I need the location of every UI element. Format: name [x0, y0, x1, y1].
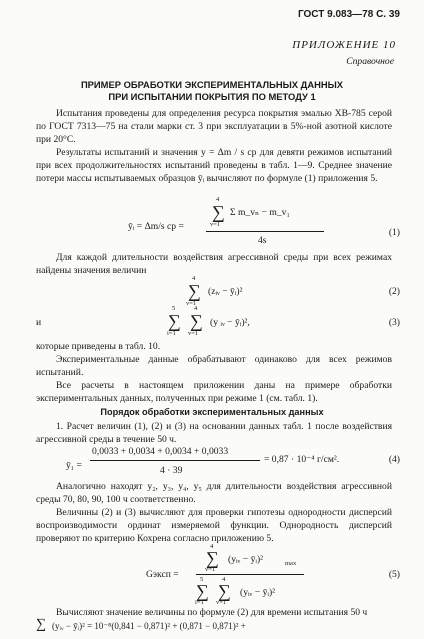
document-title-line2: ПРИ ИСПЫТАНИИ ПОКРЫТИЯ ПО МЕТОДУ 1 — [108, 91, 316, 102]
eq5-den-outer-sigma: ∑ — [196, 581, 209, 601]
eq1-number: (1) — [388, 227, 400, 238]
paragraph-cochran: Величины (2) и (3) вычисляют для проверки гипотезы однородности дисперсий воспроизводимости ординат измеряемой функции. Однородность дисперсий проверяют по критерию Кохрена согласно приложению 5. — [36, 507, 392, 545]
eq4-number: (4) — [388, 454, 400, 465]
paragraph-values: Для каждой длительности воздействия агрессивной среды при всех режимах найдены значения величин — [36, 252, 392, 277]
document-title-line1: ПРИМЕР ОБРАБОТКИ ЭКСПЕРИМЕНТАЛЬНЫХ ДАННЫХ — [80, 79, 344, 90]
eq5-den-inner-top: 4 — [222, 576, 226, 583]
eq5-numerator: (yᵢᵥ − ȳᵢ)² — [228, 554, 264, 565]
eq3-outer-bottom: i=1 — [167, 330, 176, 337]
eq5-den-inner-sigma: ∑ — [218, 581, 231, 601]
eq5-number: (5) — [388, 569, 400, 580]
eq4-rhs: = 0,87 · 10⁻⁴ г/см². — [264, 454, 340, 465]
running-header: ГОСТ 9.083—78 С. 39 — [297, 9, 400, 20]
eq1-sum-bottom: v=1 — [210, 221, 221, 228]
conjunction-and: и — [36, 317, 42, 328]
eq3-inner-top: 4 — [194, 305, 198, 312]
eq2-sigma: ∑ — [188, 281, 201, 301]
eq6-line1: (yᵢᵥ − ȳᵢ)² = 10⁻⁸(0,841 − 0,871)² + (0,871 − 0,871)² + — [52, 621, 246, 631]
eq2-sum-top: 4 — [192, 275, 196, 282]
eq5-den-outer-bottom: i=1 — [195, 599, 204, 606]
eq2-number: (2) — [388, 286, 400, 297]
paragraph-intro: Испытания проведены для определения ресурса покрытия эмалью ХВ-785 серой по ГОСТ 7313—75 на стали марки ст. 3 при эксплуатации в 5%-ной азотной кислоте при 20°C. — [36, 108, 392, 146]
eq1-sigma: ∑ — [212, 202, 225, 222]
paragraph-results: Результаты испытаний и значения y = Δm / s ср для девяти режимов испытаний при всех продолжительностях испытаний проведены в табл. 1—9. Среднее значение потери массы испытываемых образцов ȳᵢ вычисляют по формуле (1) приложения 5. — [36, 147, 392, 185]
eq4-lhs: ȳ₁ = — [66, 460, 82, 471]
paragraph-processing: Экспериментальные данные обрабатывают одинаково для всех режимов испытаний. — [36, 354, 392, 379]
eq5-lhs: Gэксп = — [146, 569, 179, 580]
paragraph-table-ref: которые приведены в табл. 10. — [36, 341, 161, 352]
eq4-denominator: 4 · 39 — [160, 465, 183, 476]
appendix-title: ПРИЛОЖЕНИЕ 10 — [292, 39, 396, 51]
eq5-numerator-sub: max — [285, 560, 297, 567]
eq5-num-sum-top: 4 — [210, 543, 214, 550]
eq5-fraction-bar — [196, 574, 304, 575]
eq5-denominator: (yᵢᵥ − ȳᵢ)² — [240, 587, 276, 598]
eq3-inner-sigma: ∑ — [190, 311, 203, 331]
eq3-number: (3) — [388, 317, 400, 328]
eq4-fraction-bar — [90, 460, 260, 461]
appendix-status: Справочное — [346, 56, 394, 67]
eq3-inner-bottom: v=1 — [188, 330, 199, 337]
eq6-sigma: ∑ — [36, 617, 46, 632]
eq5-num-sum-bottom: v=1 — [205, 566, 216, 573]
eq5-den-inner-bottom: v=1 — [216, 599, 227, 606]
paragraph-calculations: Все расчеты в настоящем приложении даны на примере обработки экспериментальных данных, полученных при режиме 1 (см. табл. 1). — [36, 380, 392, 405]
paragraph-analogy: Аналогично находят y₂, y₃, y₄, y₅ для длительности воздействия агрессивной среды 70, 80, 90, 100 ч соответственно. — [36, 481, 392, 506]
eq3-expression: (y ᵢᵥ − ȳᵢ)², — [210, 317, 250, 328]
eq5-num-sigma: ∑ — [206, 548, 219, 568]
eq3-outer-top: 5 — [172, 305, 176, 312]
paragraph-compute-50h: Вычисляют значение величины по формуле (2) для времени испытания 50 ч — [56, 607, 368, 618]
paragraph-step-1: 1. Расчет величин (1), (2) и (3) на основании данных табл. 1 после воздействия агрессивной среды в течение 50 ч. — [36, 421, 392, 446]
eq1-numerator: Σ m_vₙ − m_v₁ — [230, 207, 290, 218]
eq1-sum-top: 4 — [216, 196, 220, 203]
eq1-lhs: ȳᵢ = Δm/s ср = — [128, 221, 184, 232]
eq4-numerator: 0,0033 + 0,0034 + 0,0034 + 0,0033 — [92, 446, 229, 457]
eq3-outer-sigma: ∑ — [168, 311, 181, 331]
eq5-den-outer-top: 5 — [200, 576, 204, 583]
eq1-denominator: 4s — [258, 235, 267, 246]
eq2-sum-bottom: v=1 — [186, 300, 197, 307]
section-heading: Порядок обработки экспериментальных данных — [100, 407, 324, 417]
eq2-expression: (zᵢᵥ − ȳᵢ)² — [208, 286, 243, 297]
eq1-fraction-bar — [206, 231, 324, 232]
